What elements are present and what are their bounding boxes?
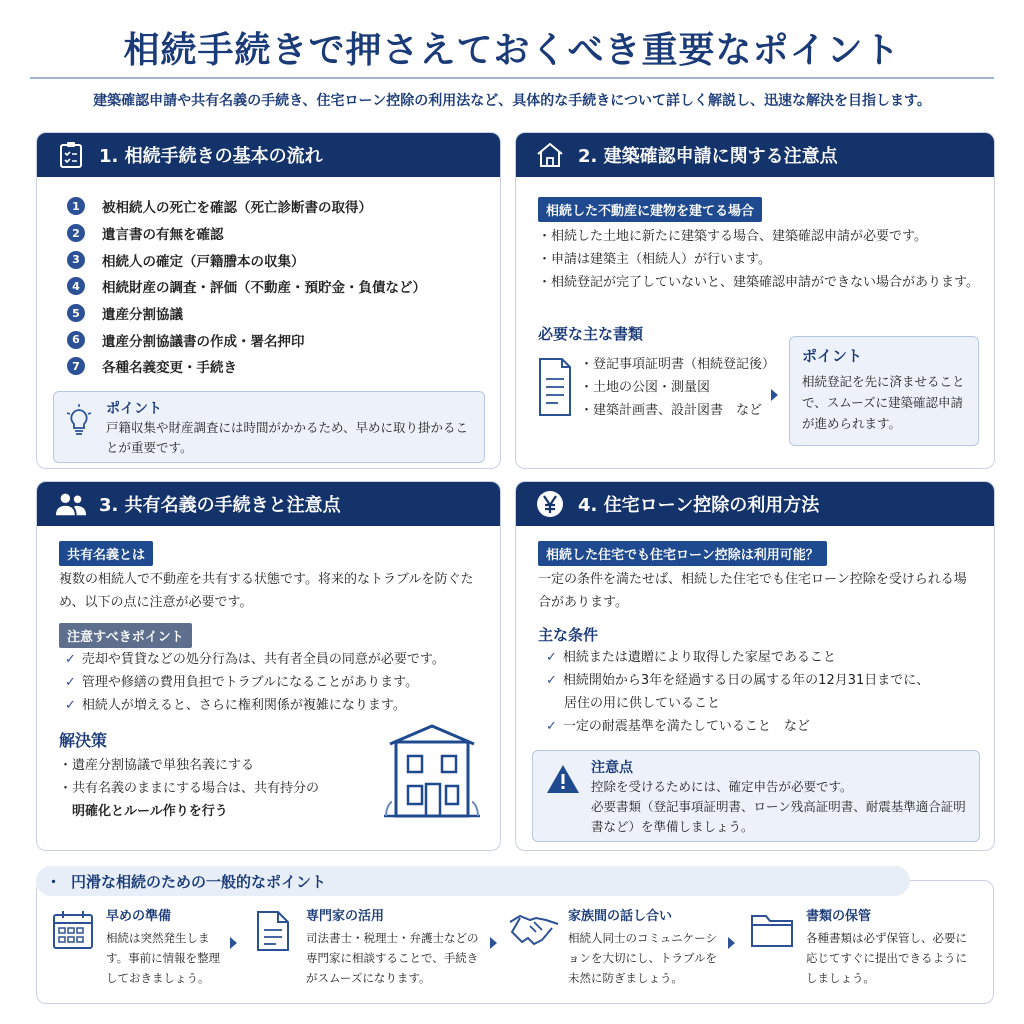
solution-list [59,754,319,823]
point-item-experts [306,905,484,988]
list-item: 明確化とルール作りを行う [59,804,228,819]
document-icon [256,910,290,956]
point-item-desc: 司法書士・税理士・弁護士などの専門家に相談することで、手続きがスムーズになります。 [306,931,479,985]
list-item: ・共有名義のままにする場合は、共有持分の [59,781,320,796]
folder-icon [750,912,794,952]
list-item: ・相続登記が完了していないと、建築確認申請ができない場合があります。 [538,275,979,290]
bullet-list [538,225,979,294]
list-item: ・建築計画書、設計図書 など [580,403,763,418]
list-item: ✓ 相続または遺贈により取得した家屋であること [546,650,836,665]
card-header [516,482,994,526]
step-number: 5 [67,304,85,322]
card-title: 2. 建築確認申請に関する注意点 [578,146,838,167]
list-item [67,246,426,273]
list-item [67,193,426,220]
card-header [37,482,500,526]
card-title: 1. 相続手続きの基本の流れ [99,146,323,167]
point-item-preparation [106,905,224,988]
point-item-family-talk [568,905,718,988]
yen-icon [534,488,566,520]
point-item-title: 家族間の話し合い [568,909,673,924]
tip-box [53,391,485,463]
document-icon [538,357,572,421]
list-item [67,353,426,380]
check-list [65,648,445,717]
docs-list [580,353,775,422]
list-item [67,300,426,327]
card-title: 3. 共有名義の手続きと注意点 [99,495,341,516]
step-list [67,193,426,380]
check-icon: ✓ [65,652,76,667]
card-building-permit [515,132,995,469]
section-desc: 複数の相続人で不動産を共有する状態です。将来的なトラブルを防ぐため、以下の点に注意が必要です。 [59,572,474,610]
house-icon [534,139,566,171]
list-item: ・登記事項証明書（相続登記後） [580,357,776,372]
list-item: ・土地の公図・測量図 [580,380,711,395]
page-subtitle: 建築確認申請や共有名義の手続き、住宅ローン控除の利用法など、具体的な手続きについて詳しく解説し、迅速な解決を目指します。 [93,93,931,109]
point-box [789,336,979,446]
card-mortgage-deduction [515,481,995,851]
arrow-right-icon [771,389,778,401]
step-number: 2 [67,224,85,242]
list-item: ✓ 相続開始から3年を経過する日の属する年の12月31日までに、 [546,673,930,688]
step-number: 7 [67,357,85,375]
general-points-header [36,866,910,896]
section-desc: 一定の条件を満たせば、相続した住宅でも住宅ローン控除を受けられる場合があります。 [538,572,967,610]
card-joint-ownership [36,481,501,851]
step-text: 相続人の確定（戸籍謄本の収集） [102,253,305,270]
warning-icon [545,763,581,799]
card-basic-flow [36,132,501,469]
section-tag: 共有名義とは [59,541,153,566]
card-header [37,133,500,177]
step-text: 各種名義変更・手続き [102,360,237,377]
caution-text: 必要書類（登記事項証明書、ローン残高証明書、耐震基準適合証明書など）を準備しましょう。 [591,799,966,834]
conditions-title: 主な条件 [538,626,599,644]
check-icon: ✓ [546,650,557,665]
point-item-storage [806,905,974,988]
check-icon: ✓ [546,719,557,734]
step-text: 遺産分割協議書の作成・署名押印 [102,333,305,350]
step-number: 4 [67,277,85,295]
docs-title: 必要な主な書類 [538,325,644,343]
arrow-right-icon [728,937,735,949]
title-divider [30,77,994,79]
caution-text: 控除を受けるためには、確定申告が必要です。 [591,779,853,794]
calendar-icon [52,910,94,954]
section-tag: 相続した住宅でも住宅ローン控除は利用可能？ [538,541,827,566]
bullet-dot: ・ [46,872,62,891]
arrow-right-icon [230,937,237,949]
building-icon [382,722,482,826]
section-tag: 相続した不動産に建物を建てる場合 [538,197,762,222]
point-item-desc: 相続は突然発生します。事前に情報を整理しておきましょう。 [106,931,221,985]
point-item-desc: 各種書類は必ず保管し、必要に応じてすぐに提出できるようにしましょう。 [806,931,967,985]
list-item: ・相続した土地に新たに建築する場合、建築確認申請が必要です。 [538,229,927,244]
point-text: 相続登記を先に済ませることで、スムーズに建築確認申請が進められます。 [802,374,965,431]
step-number: 6 [67,331,85,349]
point-item-desc: 相続人同士のコミュニケーションを大切にし、トラブルを未然に防ぎましょう。 [568,931,718,985]
lightbulb-icon [64,404,94,442]
section-title: 円滑な相続のための一般的なポイント [71,872,327,891]
list-item: 居住の用に供していること [564,696,721,711]
step-number: 1 [67,197,85,215]
list-item: ・申請は建築主（相続人）が行います。 [538,252,771,267]
list-item: ✓ 一定の耐震基準を満たしていること など [546,719,810,734]
users-icon [55,488,87,520]
list-item: ・遺産分割協議で単独名義にする [59,758,255,773]
caution-title: 注意点 [591,760,633,776]
tip-title: ポイント [106,401,162,417]
list-item: ✓ 管理や修繕の費用負担でトラブルになることがあります。 [65,675,419,690]
page-title: 相続手続きで押さえておくべき重要なポイント [123,30,901,71]
list-item: ✓ 売却や賃貸などの処分行為は、共有者全員の同意が必要です。 [65,652,445,667]
check-icon: ✓ [65,675,76,690]
tip-text: 戸籍収集や財産調査には時間がかかるため、早めに取り掛かることが重要です。 [106,420,469,455]
list-item [67,273,426,300]
card-title: 4. 住宅ローン控除の利用方法 [578,495,820,516]
list-item: ✓ 相続人が増えると、さらに権利関係が複雑になります。 [65,698,406,713]
step-text: 遺言書の有無を確認 [102,227,224,244]
point-title: ポイント [802,347,863,365]
solution-title: 解決策 [59,731,108,750]
point-item-title: 書類の保管 [806,909,872,924]
list-item [67,220,426,247]
point-item-title: 専門家の活用 [306,909,385,924]
conditions-list [546,646,929,738]
check-icon: ✓ [546,673,557,688]
step-text: 遺産分割協議 [102,307,183,324]
caution-box [532,750,980,842]
handshake-icon [508,912,560,952]
step-number: 3 [67,251,85,269]
step-text: 被相続人の死亡を確認（死亡診断書の取得） [102,200,372,217]
card-header [516,133,994,177]
list-item [67,326,426,353]
arrow-right-icon [490,937,497,949]
attention-tag: 注意すべきポイント [59,623,192,648]
clipboard-icon [55,139,87,171]
point-item-title: 早めの準備 [106,909,172,924]
check-icon: ✓ [65,698,76,713]
step-text: 相続財産の調査・評価（不動産・預貯金・負債など） [102,280,426,297]
